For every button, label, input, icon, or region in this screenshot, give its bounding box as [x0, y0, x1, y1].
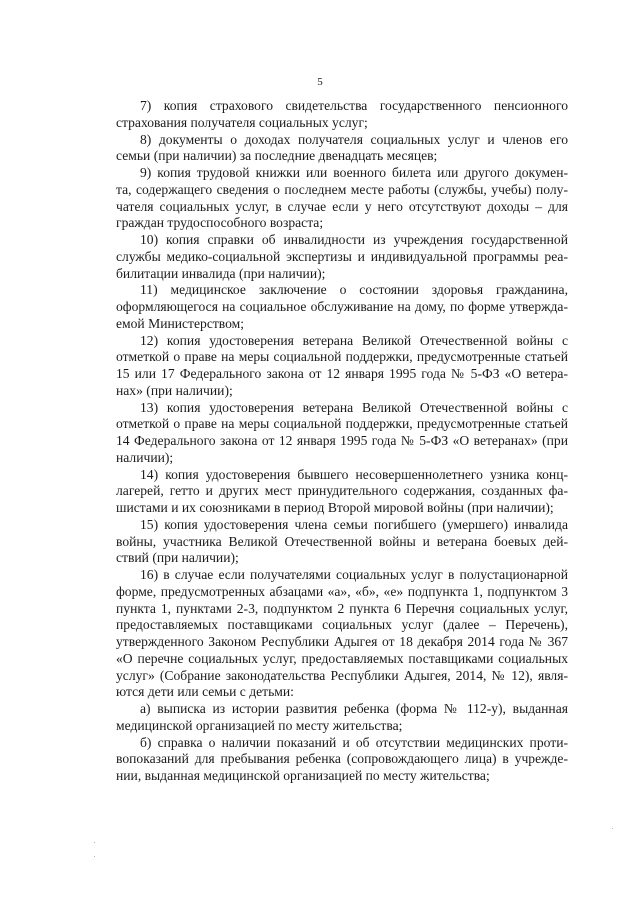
text-line: 16) в случае если получателями социальных услуг в полустационарной — [140, 567, 568, 582]
paragraph — [116, 333, 568, 400]
text-line: лагерей, гетто и других мест принудительного содержания, созданных фа- — [116, 483, 568, 499]
text-line: нии, выданная медицинской организацией по месту жительства; — [116, 768, 490, 783]
text-line: 9) копия трудовой книжки или военного билета или другого докумен- — [140, 165, 568, 180]
text-line: форме, предусмотренных абзацами «а», «б», «е» подпункта 1, подпунктом 3 — [116, 583, 568, 599]
text-line: 8) документы о доходах получателя социальных услуг и членов его — [140, 131, 568, 147]
text-line: 14 Федерального закона от 12 января 1995 года № 5-ФЗ «О ветеранах» (при — [116, 433, 568, 448]
text-line: отметкой о праве на меры социальной поддержки, предусмотренные статьей — [116, 416, 568, 432]
text-line: билитации инвалида (при наличии); — [116, 265, 326, 281]
text-line: вопоказаний для пребывания ребенка (сопровождающего лица) в учрежде- — [116, 751, 568, 767]
text-line: б) справка о наличии показаний и об отсутствии медицинских проти- — [140, 734, 568, 750]
scan-speck — [612, 828, 613, 829]
scan-speck — [94, 842, 95, 843]
text-line: емой Министерством; — [116, 315, 245, 331]
text-line: отметкой о праве на меры социальной поддержки, предусмотренные статьей — [116, 349, 568, 365]
text-line: 7) копия страхового свидетельства государственного пенсионного — [140, 98, 568, 113]
page-number: 5 — [317, 76, 323, 88]
text-line: утвержденного Законом Республики Адыгея от 18 декабря 2014 года № 367 — [116, 634, 568, 649]
paragraph — [116, 232, 568, 282]
text-line: службы медико-социальной экспертизы и индивидуальной программы реа- — [116, 248, 568, 264]
paragraph — [116, 282, 568, 332]
paragraph — [116, 735, 568, 785]
paragraph — [116, 400, 568, 467]
text-line: оформляющегося на социальное обслуживание на дому, по форме утвержда- — [116, 299, 568, 314]
paragraph — [116, 467, 568, 517]
text-line: 14) копия удостоверения бывшего несовершеннолетнего узника конц- — [140, 466, 568, 482]
text-line: ствий (при наличии); — [116, 550, 239, 566]
text-line: нах» (при наличии); — [116, 382, 233, 398]
text-line: страхования получателя социальных услуг; — [116, 114, 368, 130]
text-line: 11) медицинское заключение о состоянии здоровья гражданина, — [140, 282, 568, 298]
document-body — [116, 98, 568, 785]
text-line: семьи (при наличии) за последние двенадцать месяцев; — [116, 148, 438, 164]
text-line: шистами и их союзниками в период Второй мировой войны (при наличии); — [116, 500, 554, 515]
text-line: войны, участника Великой Отечественной войны и ветерана боевых дей- — [116, 533, 568, 549]
text-line: та, содержащего сведения о последнем месте работы (службы, учебы) полу- — [116, 181, 568, 197]
paragraph — [116, 701, 568, 735]
text-line: граждан трудоспособного возраста; — [116, 215, 324, 231]
paragraph — [116, 517, 568, 567]
text-line: 15) копия удостоверения члена семьи погибшего (умершего) инвалида — [140, 516, 568, 532]
text-line: пункта 1, пунктами 2-3, подпунктом 2 пункта 6 Перечня социальных услуг, — [116, 600, 568, 616]
text-line: «О перечне социальных услуг, предоставляемых поставщиками социальных — [116, 650, 568, 666]
text-line: медицинской организацией по месту жительства; — [116, 717, 403, 733]
paragraph — [116, 567, 568, 701]
text-line: ются дети или семьи с детьми: — [116, 684, 294, 700]
text-line: а) выписка из истории развития ребенка (форма № 112-у), выданная — [140, 701, 568, 716]
paragraph — [116, 165, 568, 232]
text-line: 13) копия удостоверения ветерана Великой Отечественной войны с — [140, 399, 568, 415]
scan-speck — [94, 856, 95, 857]
text-line: 10) копия справки об инвалидности из учреждения государственной — [140, 232, 568, 247]
text-line: предоставляемых поставщиками социальных услуг (далее – Перечень), — [116, 617, 568, 633]
text-line: 15 или 17 Федерального закона от 12 января 1995 года № 5-ФЗ «О ветера- — [116, 366, 568, 381]
text-line: 12) копия удостоверения ветерана Великой Отечественной войны с — [140, 332, 568, 348]
paragraph — [116, 98, 568, 132]
paragraph — [116, 132, 568, 166]
text-line: чателя социальных услуг, в случае если у него отсутствуют доходы – для — [116, 198, 568, 214]
text-line: наличии); — [116, 449, 174, 465]
text-line: услуг» (Собрание законодательства Республики Адыгея, 2014, № 12), явля- — [116, 667, 568, 683]
